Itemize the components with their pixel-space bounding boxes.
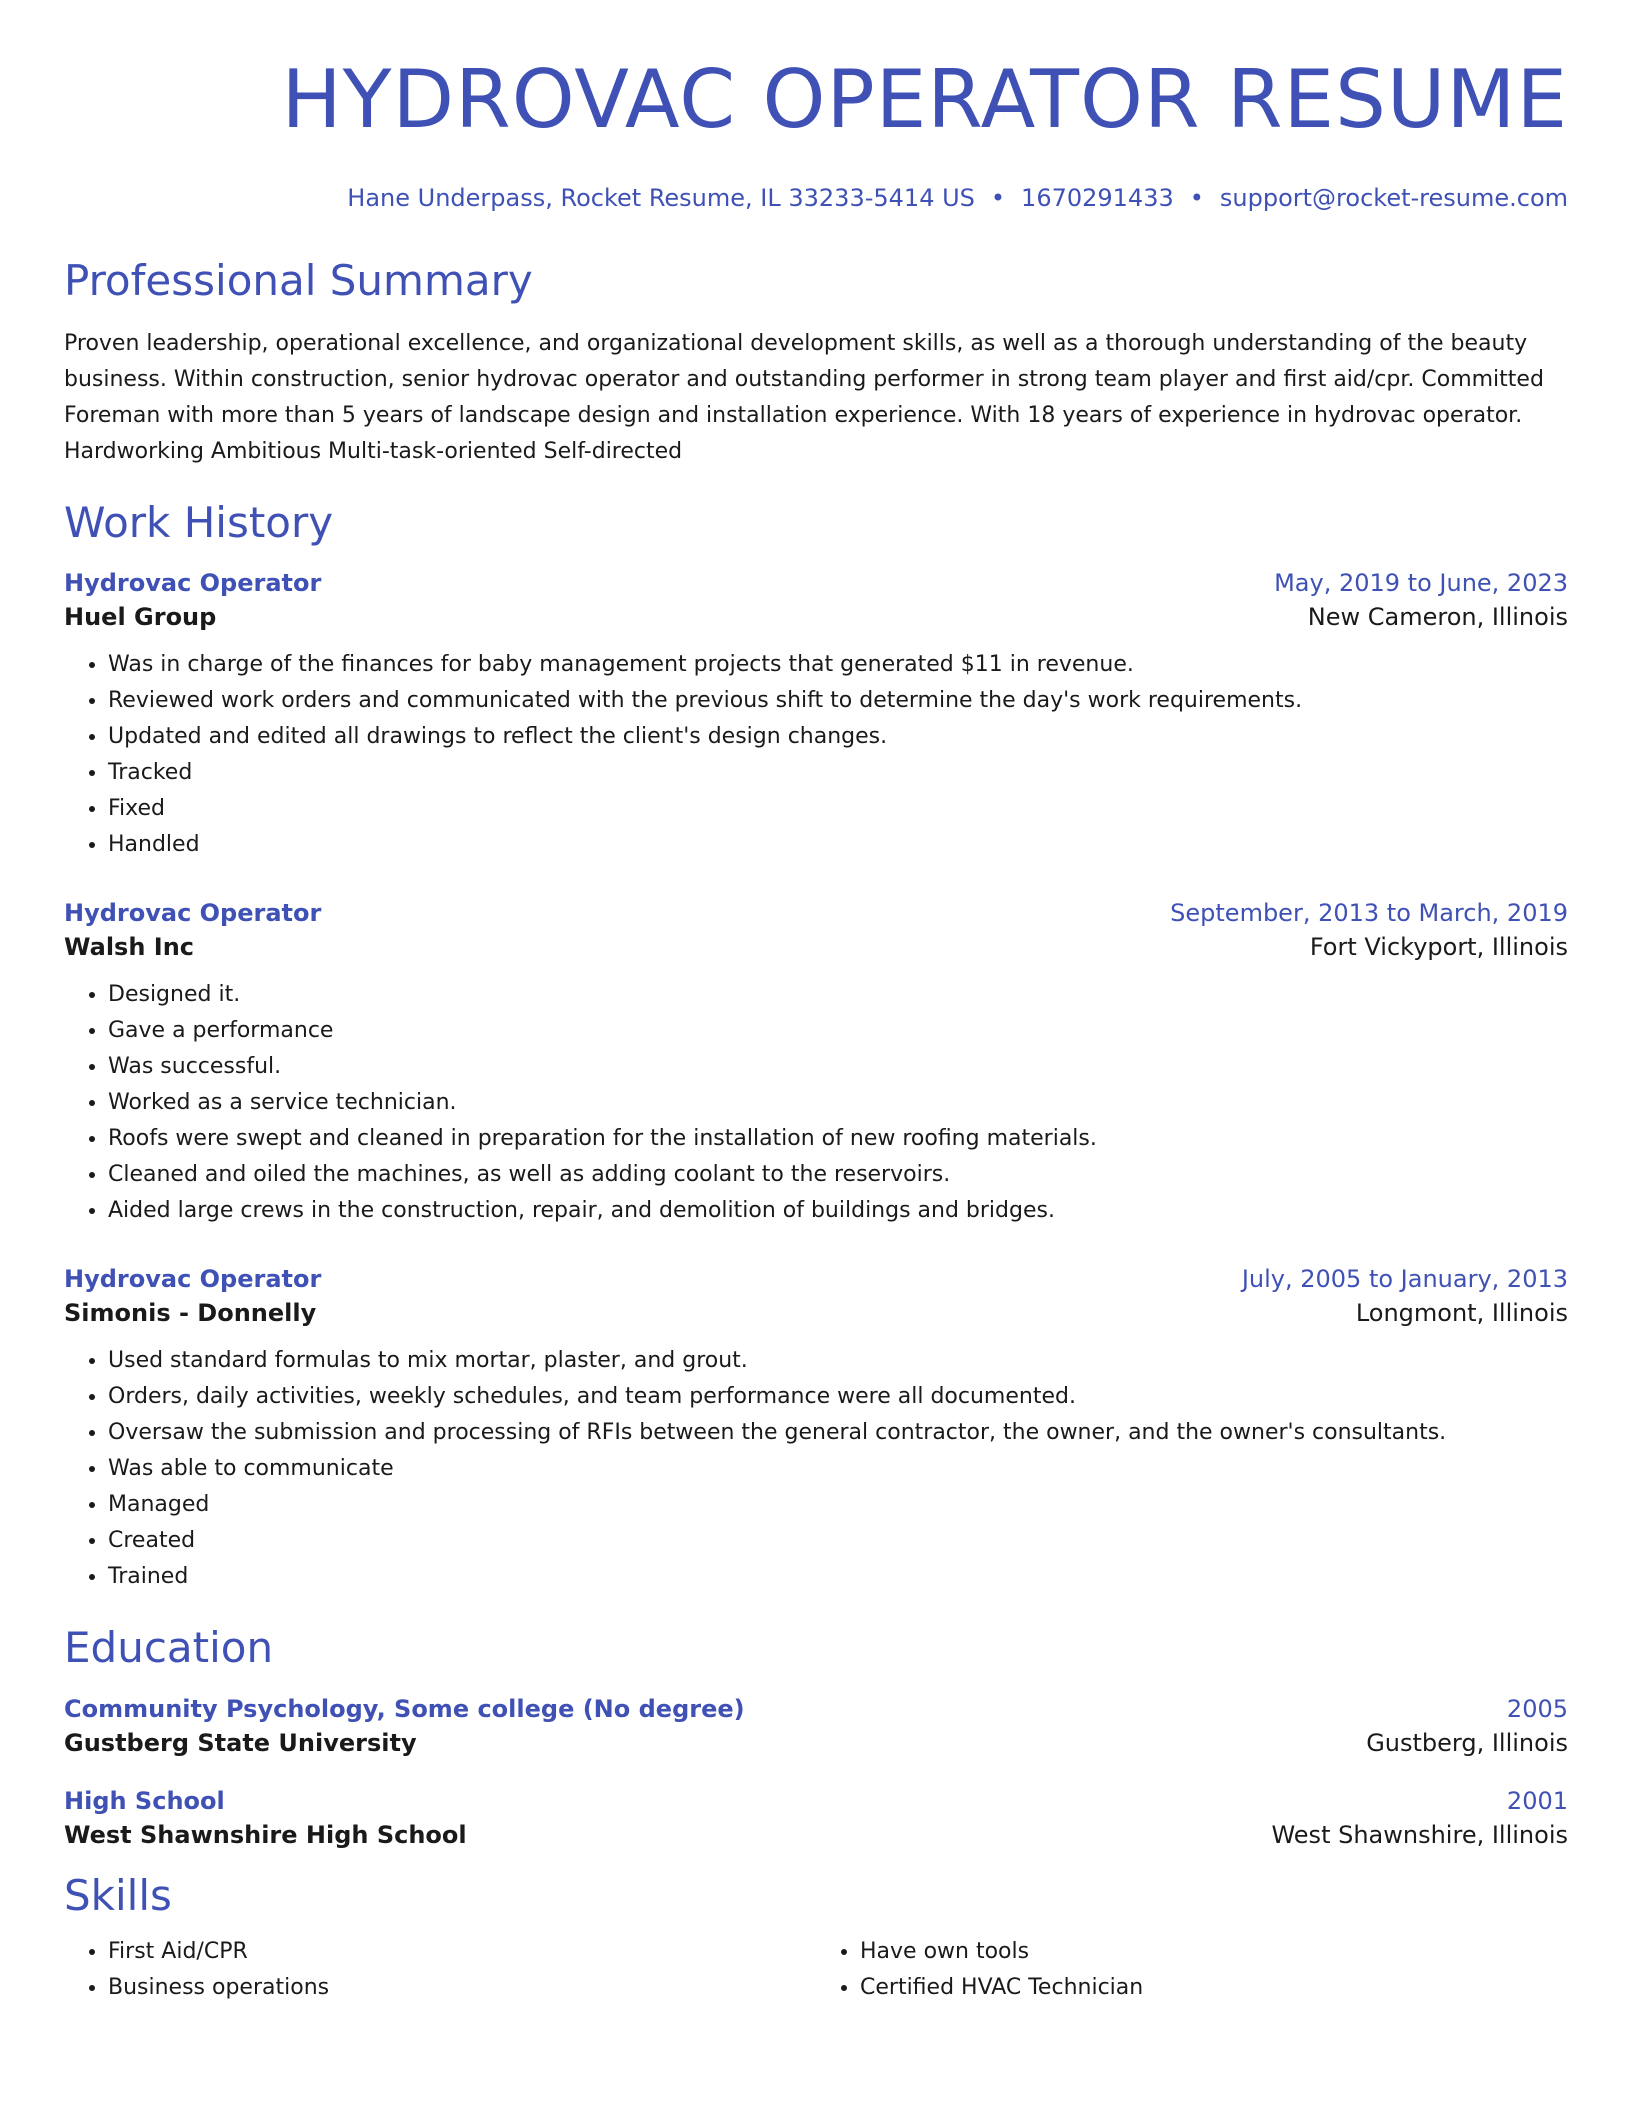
skills-heading: Skills	[64, 1871, 172, 1921]
education-school: West Shawnshire High School	[64, 1821, 467, 1850]
skill-item: • Business operations	[108, 1970, 816, 2006]
list-item: • Was able to communicate	[108, 1451, 1568, 1487]
separator-dot: •	[990, 184, 1006, 212]
summary-text: Proven leadership, operational excellence, and organizational development skills, as well as a thorough understanding of the beauty business. Within construction, senior hydrovac operator and outstanding performer in strong team player and first aid/cpr. Committed Foreman with more than 5 years of landscape design and installation experience. With 18 years of experience in hydrovac operator. Hardworking Ambitious Multi-task-oriented Self-directed	[64, 331, 1544, 465]
list-item: • Worked as a service technician.	[108, 1085, 1568, 1121]
list-item: • Was successful.	[108, 1049, 1568, 1085]
list-item: • Updated and edited all drawings to reflect the client's design changes.	[108, 719, 1568, 755]
job-header	[64, 899, 1568, 927]
job-dates: July, 2005 to January, 2013	[1241, 1264, 1568, 1293]
job-title: Hydrovac Operator	[64, 1264, 322, 1293]
contact-phone: 1670291433	[1021, 184, 1174, 212]
job-header	[64, 569, 1568, 597]
summary-heading: Professional Summary	[64, 256, 533, 305]
education-school: Gustberg State University	[64, 1729, 417, 1758]
list-item: • Tracked	[108, 755, 1568, 791]
education-heading: Education	[64, 1622, 274, 1672]
job-header	[64, 1265, 1568, 1293]
job-location: Longmont, Illinois	[1355, 1298, 1568, 1327]
list-item: • Aided large crews in the construction, repair, and demolition of buildings and bridges.	[108, 1193, 1568, 1229]
separator-dot: •	[1189, 184, 1204, 212]
list-item: • Oversaw the submission and processing of RFIs between the general contractor, the owner, and the owner's consultants.	[108, 1415, 1568, 1451]
list-item: • Reviewed work orders and communicated with the previous shift to determine the day's work requirements.	[108, 683, 1568, 719]
job-subheader	[64, 603, 1568, 631]
contact-line	[64, 184, 1568, 212]
list-item: • Fixed	[108, 791, 1568, 827]
job-company: Walsh Inc	[64, 932, 195, 961]
education-header	[64, 1695, 1568, 1723]
list-item: • Gave a performance	[108, 1013, 1568, 1049]
skills-columns	[64, 1934, 1568, 2006]
list-item: • Handled	[108, 827, 1568, 863]
education-header	[64, 1787, 1568, 1815]
job-subheader	[64, 933, 1568, 961]
skill-item: • Certified HVAC Technician	[860, 1970, 1568, 2006]
list-item: • Created	[108, 1523, 1568, 1559]
education-location: West Shawnshire, Illinois	[1271, 1821, 1568, 1850]
skills-list-right	[816, 1934, 1568, 2006]
education-year: 2001	[1506, 1787, 1568, 1816]
education-subheader	[64, 1821, 1568, 1849]
list-item: • Managed	[108, 1487, 1568, 1523]
education-year: 2005	[1506, 1695, 1568, 1724]
job-dates: May, 2019 to June, 2023	[1274, 568, 1568, 597]
education-location: Gustberg, Illinois	[1366, 1729, 1568, 1758]
job-title: Hydrovac Operator	[64, 568, 322, 597]
job-title: Hydrovac Operator	[64, 898, 322, 927]
resume-title: HYDROVAC OPERATOR RESUME	[281, 53, 1568, 146]
list-item: • Trained	[108, 1559, 1568, 1595]
job-bullets	[64, 647, 1568, 863]
list-item: • Orders, daily activities, weekly schedules, and team performance were all documented.	[108, 1379, 1568, 1415]
contact-email[interactable]: support@rocket-resume.com	[1219, 184, 1568, 212]
job-company: Huel Group	[64, 602, 217, 631]
education-subheader	[64, 1729, 1568, 1757]
skill-item: • First Aid/CPR	[108, 1934, 816, 1970]
contact-address: Hane Underpass, Rocket Resume, IL 33233-5414 US	[347, 184, 975, 212]
list-item: • Cleaned and oiled the machines, as well as adding coolant to the reservoirs.	[108, 1157, 1568, 1193]
job-dates: September, 2013 to March, 2019	[1170, 898, 1568, 927]
skill-item: • Have own tools	[860, 1934, 1568, 1970]
education-degree: High School	[64, 1787, 225, 1816]
job-entry	[64, 569, 1568, 863]
work-history-heading: Work History	[64, 498, 334, 548]
list-item: • Used standard formulas to mix mortar, plaster, and grout.	[108, 1343, 1568, 1379]
list-item: • Roofs were swept and cleaned in preparation for the installation of new roofing materials.	[108, 1121, 1568, 1157]
job-bullets	[64, 1343, 1568, 1595]
skills-list-left	[64, 1934, 816, 2006]
education-degree: Community Psychology, Some college (No degree)	[64, 1695, 745, 1724]
job-entry	[64, 899, 1568, 1229]
job-company: Simonis - Donnelly	[64, 1298, 317, 1327]
list-item: • Was in charge of the finances for baby management projects that generated $11 in revenue.	[108, 647, 1568, 683]
job-location: New Cameron, Illinois	[1307, 602, 1568, 631]
education-entry	[64, 1787, 1568, 1849]
job-entry	[64, 1265, 1568, 1595]
education-entry	[64, 1695, 1568, 1757]
job-bullets	[64, 977, 1568, 1229]
job-subheader	[64, 1299, 1568, 1327]
job-location: Fort Vickyport, Illinois	[1309, 932, 1568, 961]
list-item: • Designed it.	[108, 977, 1568, 1013]
